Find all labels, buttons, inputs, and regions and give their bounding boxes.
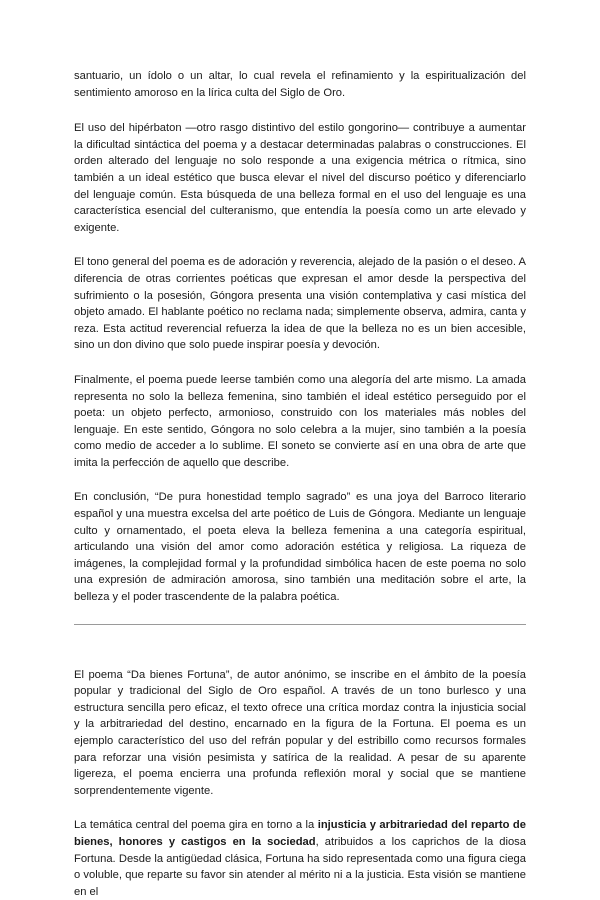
bold-phrase: injusticia y arbitrariedad del reparto de bienes, honores y castigos en la sociedad xyxy=(74,819,526,848)
paragraph: El tono general del poema es de adoración y reverencia, alejado de la pasión o el deseo. A diferencia de otras corrientes poéticas que expresan el amor desde la perspectiva del sufrimiento o la posesión, Góngora presenta una visión contemplativa y casi mística del objeto amado. El hablante poético no reclama nada; simplemente observa, admira, canta y reza. Esta actitud reverencial refuerza la idea de que la belleza no es un bien accesible, sino un don divino que solo puede inspirar poesía y devoción. xyxy=(74,256,526,352)
paragraph: El uso del hipérbaton —otro rasgo distintivo del estilo gongorino— contribuye a aumentar la dificultad sintáctica del poema y a destacar determinadas palabras o construcciones. El orden alterado del lenguaje no solo responde a una exigencia métrica o rítmica, sino también a un ideal estético que busca elevar el nivel del discurso poético y diferenciarlo del lenguaje común. Esta búsqueda de una belleza formal en el uso del lenguaje es una característica esencial del culteranismo, que entendía la poesía como un arte elevado y exigente. xyxy=(74,122,526,234)
paragraph: En conclusión, “De pura honestidad templo sagrado” es una joya del Barroco literario español y una muestra excelsa del arte poético de Luis de Góngora. Mediante un lenguaje culto y ornamentado, el poeta eleva la belleza femenina a una categoría espiritual, articulando una visión del amor como adoración estética y religiosa. La riqueza de imágenes, la complejidad formal y la profundidad simbólica hacen de este poema no solo una expresión de admiración amorosa, sino también una meditación sobre el arte, la belleza y el poder trascendente de la palabra poética. xyxy=(74,491,526,604)
paragraph-text: , atribuidos a los caprichos de la diosa Fortuna. Desde la antigüedad clásica, Fortuna ha sido representada como una figura ciega o voluble, que reparte su favor sin atender al mérito ni a la justicia. Esta visión se mantiene en el xyxy=(74,835,526,898)
paragraph: santuario, un ídolo o un altar, lo cual revela el refinamiento y la espiritualización del sentimiento amoroso en la lírica culta del Siglo de Oro. xyxy=(74,70,526,99)
section-divider xyxy=(74,624,526,625)
paragraph xyxy=(74,817,526,900)
paragraph: Finalmente, el poema puede leerse también como una alegoría del arte mismo. La amada representa no solo la belleza femenina, sino también el ideal estético perseguido por el poeta: un objeto perfecto, armonioso, construido con los materiales más nobles del lenguaje. En este sentido, Góngora no solo celebra a la mujer, sino también a la poesía como medio de acceder a lo sublime. El soneto se convierte así en una obra de arte que imita la perfección de aquello que describe. xyxy=(74,373,526,469)
paragraph-text: La temática central del poema gira en torno a la xyxy=(74,819,318,832)
paragraph: El poema “Da bienes Fortuna”, de autor anónimo, se inscribe en el ámbito de la poesía popular y tradicional del Siglo de Oro español. A través de un tono burlesco y una estructura sencilla pero eficaz, el texto ofrece una crítica mordaz contra la injusticia social y la arbitrariedad del destino, encarnado en la figura de la Fortuna. El poema es un ejemplo característico del uso del refrán popular y del estribillo como recursos formales para reforzar una visión pesimista y satírica de la realidad. A pesar de su aparente ligereza, el poema encierra una profunda reflexión moral y social que se mantiene sorprendentemente vigente. xyxy=(74,668,526,797)
